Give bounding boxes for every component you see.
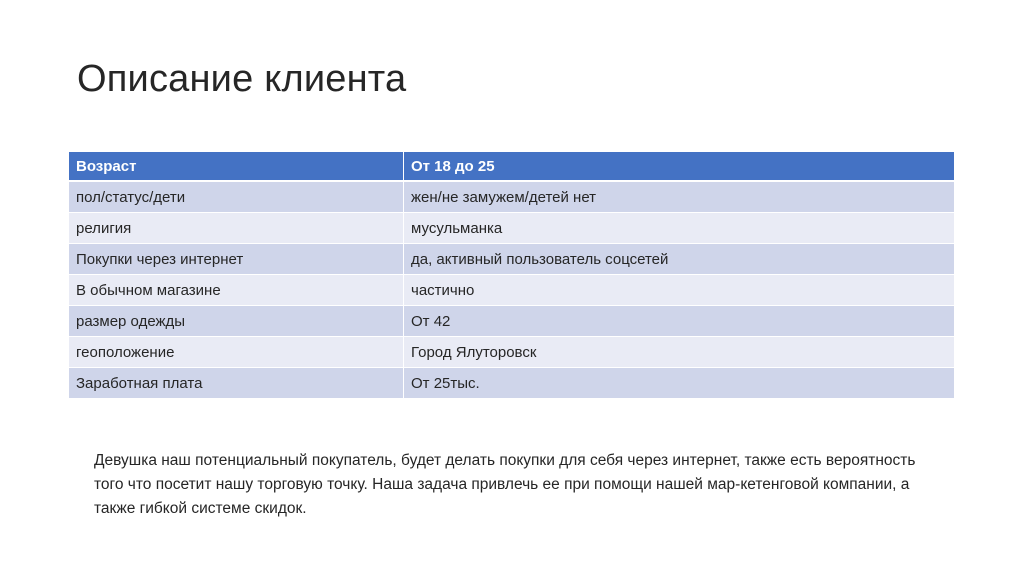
table-row bbox=[69, 181, 955, 213]
row-label: геоположение bbox=[69, 337, 404, 368]
slide-title: Описание клиента bbox=[77, 58, 407, 100]
row-value: жен/не замужем/детей нет bbox=[404, 181, 955, 213]
client-profile-table bbox=[69, 152, 955, 399]
row-label: религия bbox=[69, 213, 404, 244]
row-value: частично bbox=[404, 275, 955, 306]
row-label: Заработная плата bbox=[69, 368, 404, 399]
row-value: мусульманка bbox=[404, 213, 955, 244]
table-row bbox=[69, 213, 955, 244]
row-label: пол/статус/дети bbox=[69, 181, 404, 213]
table-row bbox=[69, 368, 955, 399]
table-row bbox=[69, 337, 955, 368]
row-value: От 25тыс. bbox=[404, 368, 955, 399]
row-value: да, активный пользователь соцсетей bbox=[404, 244, 955, 275]
table-row bbox=[69, 275, 955, 306]
header-cell-attribute: Возраст bbox=[69, 152, 404, 181]
table-row bbox=[69, 306, 955, 337]
row-label: В обычном магазине bbox=[69, 275, 404, 306]
table-row bbox=[69, 244, 955, 275]
row-value: От 42 bbox=[404, 306, 955, 337]
row-label: Покупки через интернет bbox=[69, 244, 404, 275]
row-label: размер одежды bbox=[69, 306, 404, 337]
header-cell-value: От 18 до 25 bbox=[404, 152, 955, 181]
row-value: Город Ялуторовск bbox=[404, 337, 955, 368]
summary-paragraph: Девушка наш потенциальный покупатель, будет делать покупки для себя через интернет, также есть вероятность того что посетит нашу торговую точку. Наша задача привлечь ее при помощи нашей мар-кетенговой компании, а также гибкой системе скидок. bbox=[94, 452, 916, 517]
table-header-row bbox=[69, 152, 955, 181]
